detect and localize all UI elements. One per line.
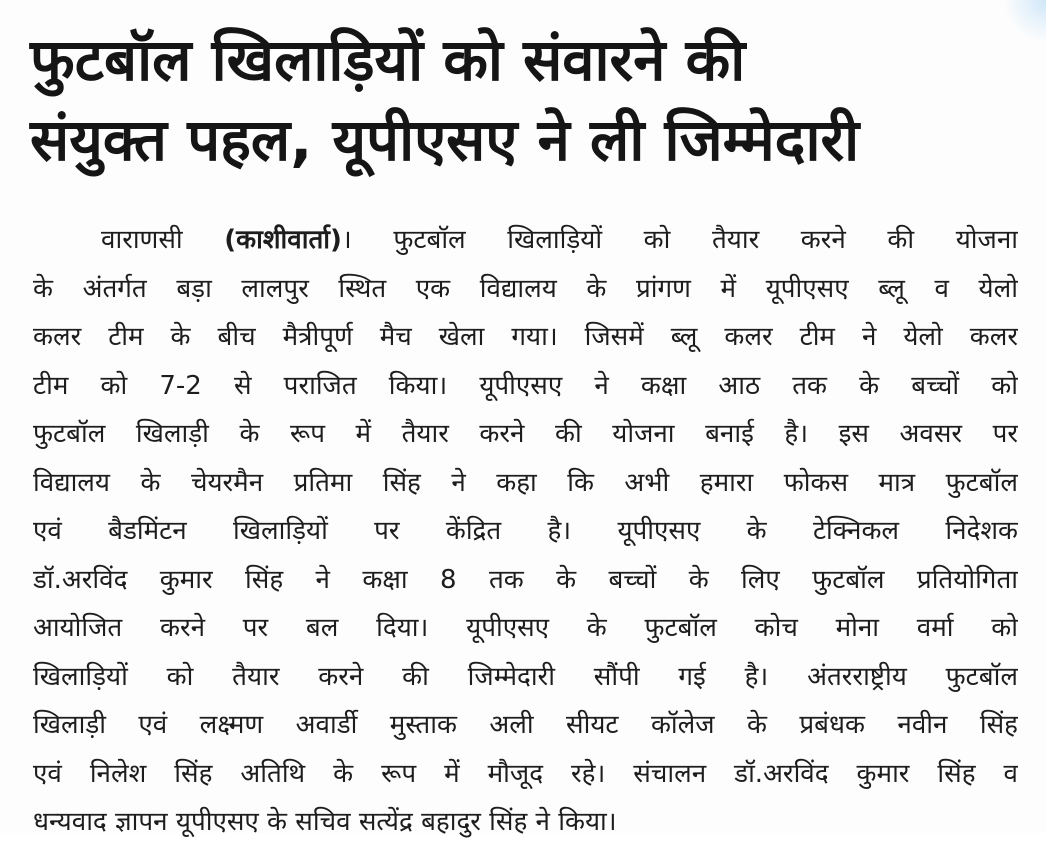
article-line-8: डॉ.अरविंद कुमार सिंह ने कक्षा 8 तक के बच्चों के लिए फुटबॉल प्रतियोगिता xyxy=(33,564,1018,595)
article-line-6: विद्यालय के चेयरमैन प्रतिमा सिंह ने कहा कि अभी हमारा फोकस मात्र फुटबॉल xyxy=(33,467,1018,498)
article-line-3: कलर टीम के बीच मैत्रीपूर्ण मैच खेला गया। जिसमें ब्लू कलर टीम ने येलो कलर xyxy=(33,322,1018,352)
article-line-13: धन्यवाद ज्ञापन यूपीएसए के सचिव सत्येंद्र बहादुर सिंह ने किया। xyxy=(33,807,617,837)
article-line-10: खिलाड़ियों को तैयार करने की जिम्मेदारी सौंपी गई है। अंतरराष्ट्रीय फुटबॉल xyxy=(33,661,1018,692)
dateline-source: (काशीवार्ता) xyxy=(224,225,342,255)
article-line-4: टीम को 7-2 से पराजित किया। यूपीएसए ने कक्षा आठ तक के बच्चों को xyxy=(33,370,1018,401)
article-line-1 xyxy=(33,216,1018,265)
headline-line-1: फुटबॉल खिलाड़ियों को संवारने की xyxy=(30,26,746,94)
article-line-5: फुटबॉल खिलाड़ी के रूप में तैयार करने की योजना बनाई है। इस अवसर पर xyxy=(33,419,1018,449)
article-line-7: एवं बैडमिंटन खिलाड़ियों पर केंद्रित है। यूपीएसए के टेक्निकल निदेशक xyxy=(33,516,1018,546)
article-line-2: के अंतर्गत बड़ा लालपुर स्थित एक विद्यालय के प्रांगण में यूपीएसए ब्लू व येलो xyxy=(33,273,1018,304)
article-body xyxy=(33,216,1018,847)
headline-line-2: संयुक्त पहल, यूपीएसए ने ली जिम्मेदारी xyxy=(30,106,860,174)
article-line-12: एवं निलेश सिंह अतिथि के रूप में मौजूद रहे। संचालन डॉ.अरविंद कुमार सिंह व xyxy=(33,758,1018,789)
article-headline xyxy=(30,20,1020,180)
dateline-place: वाराणसी xyxy=(101,225,225,255)
article-line-9: आयोजित करने पर बल दिया। यूपीएसए के फुटबॉल कोच मोना वर्मा को xyxy=(33,613,1018,643)
article-line-1-text: । फुटबॉल खिलाड़ियों को तैयार करने की योजना xyxy=(341,225,1018,255)
article-line-11: खिलाड़ी एवं लक्ष्मण अवार्डी मुस्ताक अली सीयट कॉलेज के प्रबंधक नवीन सिंह xyxy=(33,710,1018,740)
